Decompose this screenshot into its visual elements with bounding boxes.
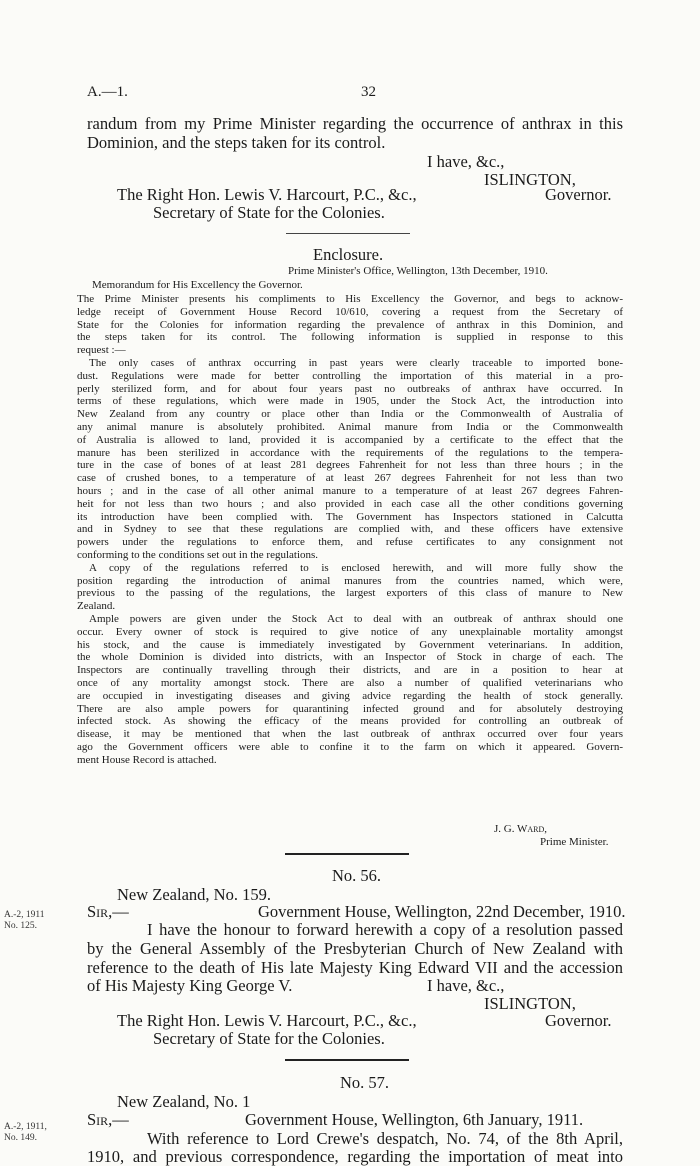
- enclosure-text-line: once of any mortality amongst stock. There are also a number of qualified veterinarians who: [77, 676, 623, 689]
- enclosure-text-line: the whole Dominion is divided into districts, with an Inspector of Stock in charge of each. The: [77, 651, 623, 664]
- enclosure-text-line: case of crushed bones, to a temperature of at least 267 degrees Fahrenheit for not less than two: [77, 472, 623, 485]
- closing-phrase: I have, &c.,: [427, 976, 505, 995]
- despatch-text-line: 1910, and previous correspondence, regarding the importation of meat into: [87, 1147, 623, 1166]
- section-divider-thick: [285, 1059, 409, 1061]
- enclosure-text-line: ment House Record is attached.: [77, 753, 217, 766]
- salutation: Sir,—: [87, 1110, 129, 1129]
- enclosure-text-line: previous to the passing of the regulations, the largest exporters of this class of manure to New: [77, 587, 623, 600]
- despatch-number: No. 57.: [340, 1073, 390, 1092]
- governor-title: Governor.: [545, 185, 612, 204]
- enclosure-text-line: State for the Colonies for information regarding the prevalence of anthrax in this Dominion, and: [77, 318, 623, 331]
- enclosure-text-line: The only cases of anthrax occurring in past years were clearly traceable to imported bone-: [89, 356, 623, 369]
- margin-reference-number: No. 149.: [4, 1133, 37, 1143]
- despatch-text-line: of His Majesty King George V.: [87, 976, 293, 995]
- enclosure-text-line: of Australia is allowed to land, provided it is accompanied by a certificate to the effect that the: [77, 433, 623, 446]
- addressee-name: The Right Hon. Lewis V. Harcourt, P.C., &c.,: [117, 185, 417, 204]
- enclosure-text-line: Ample powers are given under the Stock Act to deal with an outbreak of anthrax should one: [89, 612, 623, 625]
- enclosure-text-line: position regarding the introduction of animal manures from the countries named, which were,: [77, 574, 623, 587]
- enclosure-text-line: conforming to the conditions set out in the regulations.: [77, 548, 319, 561]
- enclosure-signer: J. G. Ward,: [494, 823, 548, 835]
- place-date: Government House, Wellington, 6th January, 1911.: [245, 1110, 584, 1129]
- place-date: Government House, Wellington, 22nd December, 1910.: [258, 902, 626, 921]
- page-number: 32: [361, 84, 376, 100]
- despatch-text-line: reference to the death of His late Majesty King Edward VII and the accession: [87, 958, 623, 977]
- enclosure-text-line: There are also ample powers for quarantining infected ground and for absolutely destroying: [77, 702, 623, 715]
- opening-line-1: randum from my Prime Minister regarding the occurrence of anthrax in this: [87, 114, 623, 133]
- enclosure-memo-heading: Memorandum for His Excellency the Governor.: [92, 279, 303, 291]
- enclosure-text-line: powers under the regulations to enforce them, and refuse certificates to any consignment not: [77, 536, 623, 549]
- enclosure-text-line: disease, it may be mentioned that when the last outbreak of anthrax occurred over four years: [77, 728, 623, 741]
- enclosure-office-date: Prime Minister's Office, Wellington, 13th December, 1910.: [288, 265, 548, 277]
- addressee-name: The Right Hon. Lewis V. Harcourt, P.C., &c.,: [117, 1011, 417, 1030]
- opening-line-2: Dominion, and the steps taken for its control.: [87, 133, 386, 152]
- signature: ISLINGTON,: [484, 994, 576, 1013]
- enclosure-text-line: ledge receipt of Government House Record 10/610, covering a request from the Secretary of: [77, 305, 623, 318]
- signature: ISLINGTON,: [484, 170, 576, 189]
- despatch-nz-number: New Zealand, No. 1: [117, 1092, 251, 1111]
- enclosure-text-line: are occupied in investigating diseases and giving advice regarding the health of stock generally.: [77, 689, 623, 702]
- enclosure-text-line: infected stock. As showing the efficacy of the means provided for controlling an outbreak of: [77, 715, 623, 728]
- enclosure-body: [77, 293, 623, 766]
- margin-reference-number: No. 125.: [4, 921, 37, 931]
- enclosure-text-line: occur. Every owner of stock is required to give notice of any unexplainable mortality amongst: [77, 625, 623, 638]
- despatch-text-line: I have the honour to forward herewith a copy of a resolution passed: [147, 920, 623, 939]
- governor-title: Governor.: [545, 1011, 612, 1030]
- addressee-title: Secretary of State for the Colonies.: [153, 203, 385, 222]
- enclosure-text-line: request :—: [77, 344, 126, 357]
- section-divider: [286, 233, 410, 234]
- enclosure-text-line: the steps taken for its control. The following information is supplied in response to this: [77, 331, 623, 344]
- enclosure-text-line: terms of these regulations, which were made in 1905, under the Stock Act, the introduction into: [77, 395, 623, 408]
- enclosure-text-line: The Prime Minister presents his compliments to His Excellency the Governor, and begs to acknow-: [77, 293, 623, 305]
- addressee-title: Secretary of State for the Colonies.: [153, 1029, 385, 1048]
- despatch-text-line: With reference to Lord Crewe's despatch, No. 74, of the 8th April,: [147, 1129, 623, 1148]
- enclosure-text-line: hours ; and in the case of all other animal manure to a temperature of at least 267 degrees Fahren-: [77, 484, 623, 497]
- enclosure-text-line: and in Sydney to see that these regulations are complied with, and these officers have extensive: [77, 523, 623, 536]
- salutation: Sir,—: [87, 902, 129, 921]
- enclosure-text-line: New Zealand from any country or place other than India or the Commonwealth of Australia of: [77, 408, 623, 421]
- despatch-nz-number: New Zealand, No. 159.: [117, 885, 271, 904]
- enclosure-text-line: dust. Regulations were made for better controlling the importation of this material in a pro-: [77, 369, 623, 382]
- margin-reference: A.-2, 1911,: [4, 1122, 47, 1132]
- enclosure-title: Enclosure.: [313, 245, 384, 264]
- enclosure-text-line: any animal manure is absolutely prohibited. Animal manure from India or the Commonwealth: [77, 420, 623, 433]
- enclosure-text-line: Zealand.: [77, 600, 116, 613]
- enclosure-text-line: ture in the case of bones of at least 281 degrees Fahrenheit for not less than three hours ; in the: [77, 459, 623, 472]
- section-divider-thick: [285, 853, 409, 855]
- margin-reference: A.-2, 1911: [4, 910, 45, 920]
- enclosure-text-line: perly sterilized form, and for about four years past no outbreaks of anthrax have occurred. In: [77, 382, 623, 395]
- enclosure-signer-title: Prime Minister.: [540, 836, 609, 848]
- document-reference: A.—1.: [87, 84, 128, 100]
- closing-phrase: I have, &c.,: [427, 152, 505, 171]
- enclosure-text-line: its introduction have been complied with. The Government has Inspectors stationed in Calcutta: [77, 510, 623, 523]
- enclosure-text-line: manure has been sterilized in accordance with the requirements of the regulations to the tempera-: [77, 446, 623, 459]
- enclosure-text-line: Inspectors are continually travelling through their districts, and are in a position to hear at: [77, 664, 623, 677]
- enclosure-text-line: his stock, and the cause is immediately investigated by Government veterinarians. In addition,: [77, 638, 623, 651]
- despatch-number: No. 56.: [332, 866, 382, 885]
- enclosure-text-line: A copy of the regulations referred to is enclosed herewith, and will more fully show the: [89, 561, 623, 574]
- despatch-text-line: by the General Assembly of the Presbyterian Church of New Zealand with: [87, 939, 623, 958]
- enclosure-text-line: ago the Government officers were able to confine it to the farm on which it appeared. Govern-: [77, 740, 623, 753]
- enclosure-text-line: heit for not less than two hours ; and also provided in each case all the other conditions governing: [77, 497, 623, 510]
